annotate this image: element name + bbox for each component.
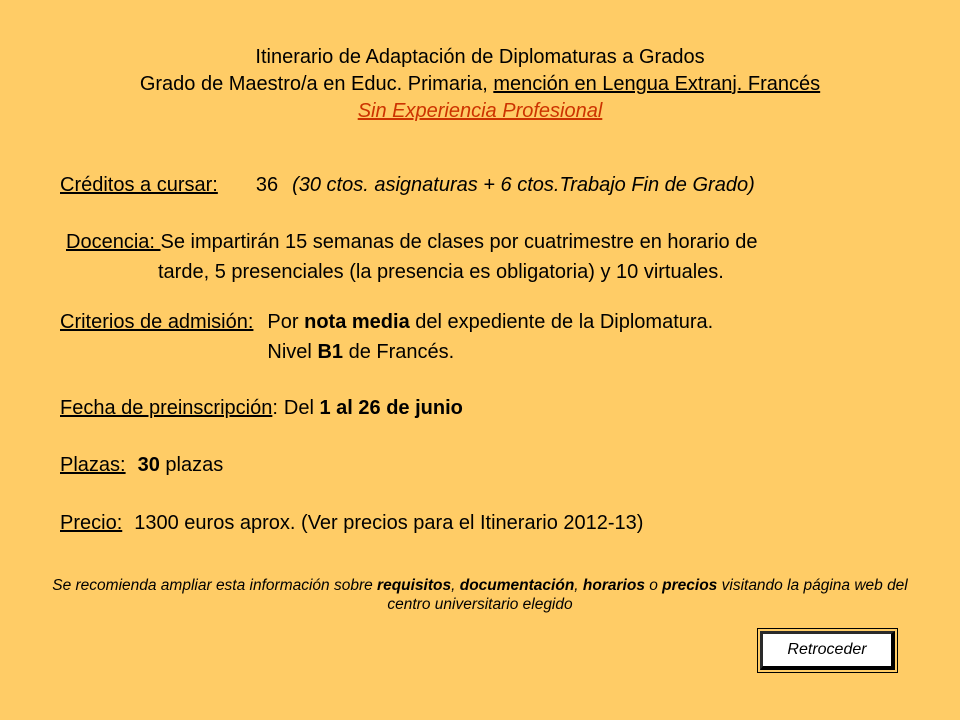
fecha-value: 1 al 26 de junio xyxy=(319,397,463,419)
degree-prefix: Grado de Maestro/a en Educ. Primaria, xyxy=(139,73,494,95)
fecha-label: Fecha de preinscripción xyxy=(60,397,273,419)
criterios-line-1: Por nota media del expediente de la Diplomatura. xyxy=(267,311,714,333)
criterios-label: Criterios de admisión: xyxy=(60,311,254,333)
page-header xyxy=(0,44,960,125)
plazas-row: Plazas: 30 plazas xyxy=(60,454,224,476)
retroceder-button[interactable] xyxy=(757,628,898,673)
page-title: Itinerario de Adaptación de Diplomaturas a Grados xyxy=(255,46,705,68)
degree-line xyxy=(0,71,960,98)
creditos-detail: (30 ctos. asignaturas + 6 ctos.Trabajo Fin de Grado) xyxy=(292,174,755,196)
plazas-value: 30 xyxy=(137,454,160,476)
creditos-row xyxy=(60,170,755,200)
mencion-link[interactable]: mención en Lengua Extranj. Francés xyxy=(493,73,821,95)
fecha-row: Fecha de preinscripción: Del 1 al 26 de junio xyxy=(60,397,463,419)
docencia-row xyxy=(66,227,757,287)
recommendation-note: Se recomienda ampliar esta información sobre requisitos, documentación, horarios o precios visitando la página web del centro universitario elegido xyxy=(52,577,908,613)
criterios-row xyxy=(60,307,713,367)
precio-label: Precio: xyxy=(60,512,123,534)
plazas-label: Plazas: xyxy=(60,454,126,476)
retroceder-label: Retroceder xyxy=(760,631,895,670)
docencia-label: Docencia: xyxy=(66,231,161,253)
precio-text: 1300 euros aprox. (Ver precios para el Itinerario 2012-13) xyxy=(134,512,644,534)
precio-row xyxy=(60,508,643,538)
creditos-value: 36 xyxy=(255,174,279,196)
docencia-text-2: tarde, 5 presenciales (la presencia es obligatoria) y 10 virtuales. xyxy=(158,261,724,283)
docencia-text-1: Se impartirán 15 semanas de clases por cuatrimestre en horario de xyxy=(160,231,758,253)
criterios-line-2: Nivel B1 de Francés. xyxy=(267,341,455,363)
creditos-label: Créditos a cursar: xyxy=(60,174,218,196)
sin-experiencia-link[interactable]: Sin Experiencia Profesional xyxy=(357,100,603,122)
